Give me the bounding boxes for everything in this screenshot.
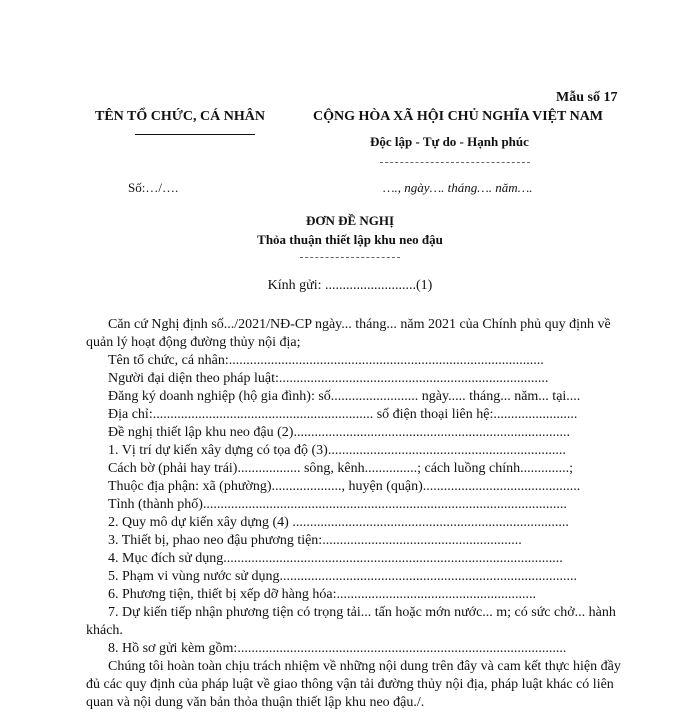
field-request: Đề nghị thiết lập khu neo đậu (2)............................................................................... <box>108 425 570 440</box>
item-1-location: 1. Vị trí dự kiến xây dựng có tọa độ (3).................................................................... <box>108 443 566 458</box>
field-distance-from-bank: Cách bờ (phải hay trái).................. sông, kênh...............; cách luồng chính..............; <box>108 461 574 476</box>
field-address-phone: Địa chỉ:............................................................... số điện thoại liên hệ:........................ <box>108 407 578 422</box>
document-title: ĐƠN ĐỀ NGHỊ <box>305 213 395 228</box>
field-province: Tỉnh (thành phố)........................................................................................................ <box>108 497 567 512</box>
intro-line-2: quản lý hoạt động đường thủy nội địa; <box>86 335 301 350</box>
motto-divider <box>380 162 530 163</box>
recipient-line: Kính gửi: ..........................(1) <box>267 278 433 293</box>
document-number: Số:…/…. <box>128 180 179 195</box>
place-date: …., ngày…. tháng…. năm…. <box>383 180 533 195</box>
title-divider <box>300 257 400 258</box>
field-ward-district: Thuộc địa phận: xã (phường)...................., huyện (quận)............................................. <box>108 479 581 494</box>
document-subtitle: Thỏa thuận thiết lập khu neo đậu <box>257 232 443 247</box>
item-7-capacity-line-1: 7. Dự kiến tiếp nhận phương tiện có trọng tải... tấn hoặc mớn nước... m; có sức chở... hành <box>108 605 616 620</box>
commitment-line-2: đủ các quy định của pháp luật về giao thông vận tải đường thủy nội địa, pháp luật khác có liên <box>86 677 614 692</box>
motto: Độc lập - Tự do - Hạnh phúc <box>370 134 529 149</box>
commitment-line-1: Chúng tôi hoàn toàn chịu trách nhiệm về những nội dung trên đây và cam kết thực hiện đầy <box>108 659 621 674</box>
field-business-registration: Đăng ký doanh nghiệp (hộ gia đình): số......................... ngày..... tháng... năm... tại.... <box>108 389 581 404</box>
item-4-purpose: 4. Mục đích sử dụng................................................................................................. <box>108 551 563 566</box>
commitment-line-3: quan và nội dung văn bản thỏa thuận thiết lập khu neo đậu./. <box>86 695 425 710</box>
nation-title: CỘNG HÒA XÃ HỘI CHỦ NGHĨA VIỆT NAM <box>313 109 604 124</box>
item-2-scale: 2. Quy mô dự kiến xây dựng (4) ............................................................................... <box>108 515 569 530</box>
item-8-attachments: 8. Hồ sơ gửi kèm gồm:.............................................................................................. <box>108 641 567 656</box>
intro-line-1: Căn cứ Nghị định số.../2021/NĐ-CP ngày... tháng... năm 2021 của Chính phủ quy định về <box>108 317 611 332</box>
form-number: Mẫu số 17 <box>556 90 618 105</box>
field-organization-name: Tên tổ chức, cá nhân:.......................................................................................... <box>108 353 544 368</box>
organization-title: TÊN TỔ CHỨC, CÁ NHÂN <box>95 109 265 124</box>
item-6-vessels: 6. Phương tiện, thiết bị xếp dỡ hàng hóa:......................................................... <box>108 587 536 602</box>
item-7-capacity-line-2: khách. <box>86 623 123 638</box>
item-5-water-area: 5. Phạm vi vùng nước sử dụng..................................................................................... <box>108 569 578 584</box>
field-legal-representative: Người đại diện theo pháp luật:............................................................................. <box>108 371 549 386</box>
organization-underline <box>135 134 255 135</box>
item-3-equipment: 3. Thiết bị, phao neo đậu phương tiện:......................................................... <box>108 533 522 548</box>
